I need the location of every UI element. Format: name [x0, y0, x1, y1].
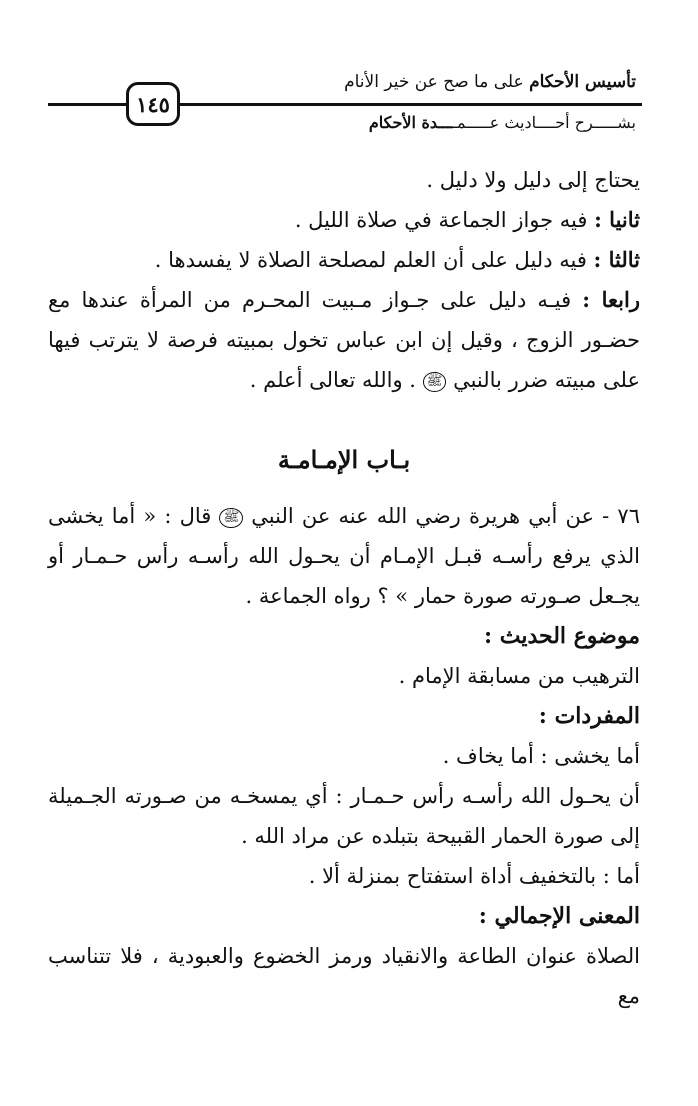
point-third — [48, 240, 640, 280]
header-title-bold: تأسيس الأحكام — [529, 72, 636, 92]
point-fourth-end: . والله تعالى أعلم . — [249, 368, 423, 392]
header-subtitle-prefix: بشـــــرح أحــــاديث عـــــمـ — [452, 113, 636, 132]
running-header-subtitle — [369, 113, 636, 132]
running-header-title — [344, 72, 636, 92]
general-meaning-heading: المعنى الإجمالي : — [478, 903, 640, 929]
general-meaning-text: الصلاة عنوان الطاعة والانقياد ورمز الخضوع والعبودية ، فلا تتناسب مع — [48, 944, 640, 1008]
page-body — [48, 160, 640, 1016]
hadith-part2: قال : « أما يخشى الذي يرفع رأسـه قبـل الإمـام أن يحـول الله رأسـه رأس حـمـار أو يجـعل صـورته صورة حمار » ؟ رواه الجماعة . — [48, 504, 640, 608]
hadith-text — [48, 496, 640, 616]
topic-heading: موضوع الحديث : — [483, 623, 640, 649]
header-rule-right — [180, 103, 642, 106]
topic-text: الترهيب من مسابقة الإمام . — [398, 664, 640, 688]
point-third-label: ثالثا : — [593, 247, 640, 272]
pbuh-icon: ﷺ — [219, 508, 243, 528]
point-second — [48, 200, 640, 240]
vocabulary-item: أما يخشى : أما يخاف . — [442, 744, 640, 768]
point-fourth — [48, 280, 640, 400]
paragraph-continuation: يحتاج إلى دليل ولا دليل . — [426, 168, 640, 192]
point-second-text: فيه جواز الجماعة في صلاة الليل . — [294, 208, 595, 232]
chapter-heading: بـاب الإمـامـة — [277, 445, 411, 474]
header-subtitle-bold: ـــدة الأحكام — [368, 113, 453, 132]
point-second-label: ثانيا : — [594, 207, 640, 232]
page-number: ١٤٥ — [126, 82, 180, 126]
header-title-rest: على ما صح عن خير الأنام — [344, 72, 530, 92]
vocabulary-heading: المفردات : — [538, 703, 640, 729]
point-fourth-label: رابعا : — [582, 287, 640, 312]
point-fourth-text: فيـه دليل على جـواز مـبيت المحـرم من المرأة عندها مع حضـور الزوج ، وقيل إن ابن عباس تخول بمبيته فرصة لا يترتب فيها على مبيته ضرر بالنبي — [48, 288, 640, 392]
header-rule-left — [48, 103, 126, 106]
point-third-text: فيه دليل على أن العلم لمصلحة الصلاة لا يفسدها . — [154, 248, 594, 272]
vocabulary-item: أما : بالتخفيف أداة استفتاح بمنزلة ألا . — [308, 864, 640, 888]
hadith-part1: ٧٦ - عن أبي هريرة رضي الله عنه عن النبي — [251, 504, 640, 528]
vocabulary-item: أن يحـول الله رأسـه رأس حـمـار : أي يمسخـه من صـورته الجـميلة إلى صورة الحمار القبيحة بتبلده عن مراد الله . — [48, 784, 640, 848]
pbuh-icon: ﷺ — [423, 372, 447, 392]
